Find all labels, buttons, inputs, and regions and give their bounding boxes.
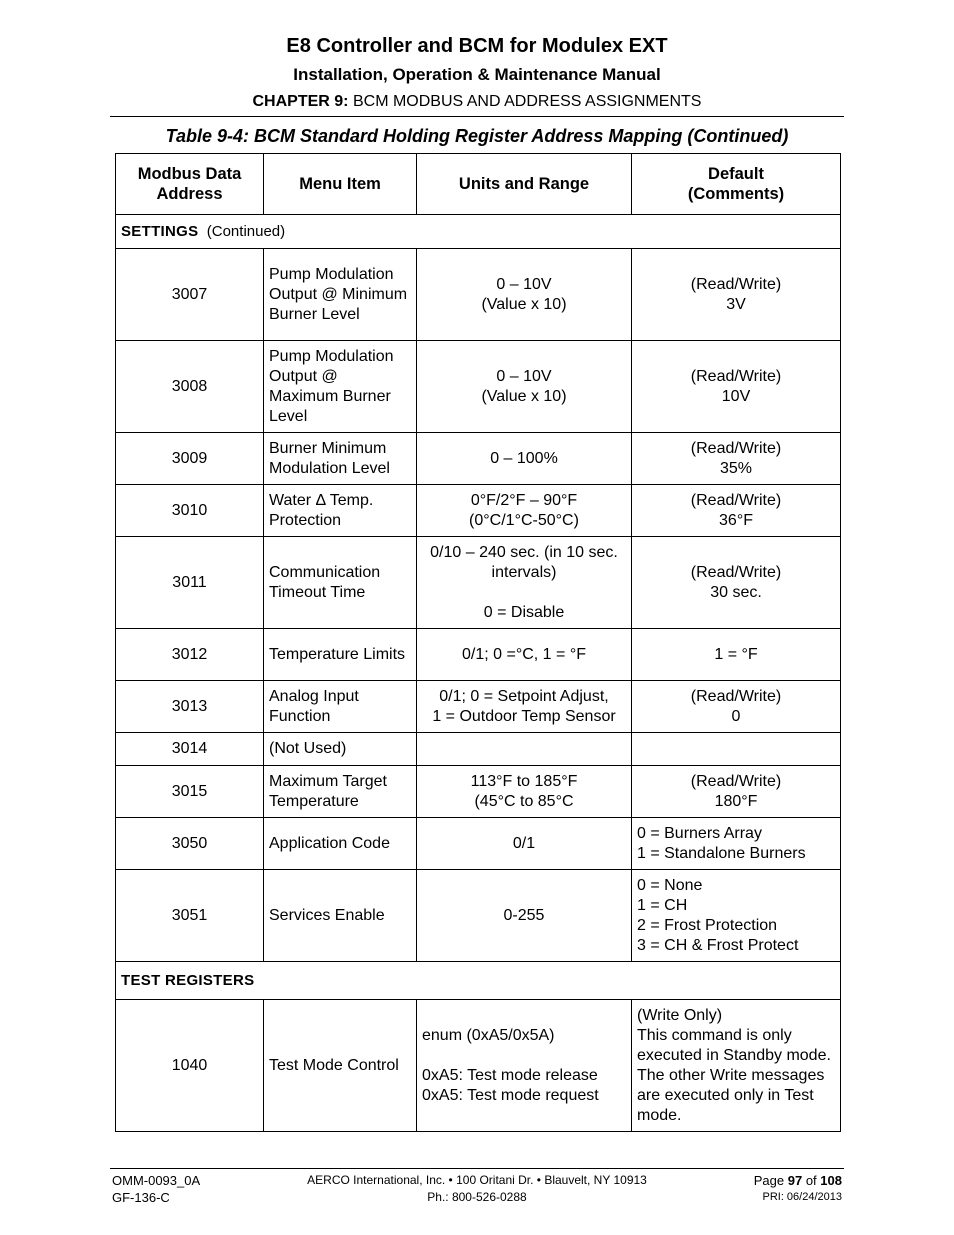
- default-cell: (Read/Write) 180°F: [632, 766, 841, 818]
- units-cell: 0/1; 0 = Setpoint Adjust, 1 = Outdoor Temp Sensor: [417, 681, 632, 733]
- units-cell: 0 – 10V (Value x 10): [417, 341, 632, 433]
- column-header-menu-item: Menu Item: [264, 154, 417, 215]
- chapter-heading: [0, 93, 954, 111]
- section-cell: [116, 215, 841, 249]
- table-row: [116, 870, 841, 962]
- default-cell: [632, 733, 841, 766]
- document-title: E8 Controller and BCM for Modulex EXT: [286, 35, 668, 57]
- table-row: [116, 433, 841, 485]
- table-row: [116, 1000, 841, 1132]
- menu-item-cell: Test Mode Control: [264, 1000, 417, 1132]
- units-cell: 0°F/2°F – 90°F (0°C/1°C-50°C): [417, 485, 632, 537]
- default-cell: (Read/Write) 35%: [632, 433, 841, 485]
- address-cell: 3007: [116, 249, 264, 341]
- address-cell: 3050: [116, 818, 264, 870]
- menu-item-cell: Pump Modulation Output @ Maximum Burner Level: [264, 341, 417, 433]
- units-cell: enum (0xA5/0x5A) 0xA5: Test mode release 0xA5: Test mode request: [417, 1000, 632, 1132]
- menu-item-cell: (Not Used): [264, 733, 417, 766]
- menu-item-cell: Pump Modulation Output @ Minimum Burner Level: [264, 249, 417, 341]
- default-cell: (Read/Write) 10V: [632, 341, 841, 433]
- default-cell: (Read/Write) 3V: [632, 249, 841, 341]
- section-cell: [116, 962, 841, 1000]
- table-row: [116, 681, 841, 733]
- table-row: [116, 537, 841, 629]
- menu-item-cell: Communication Timeout Time: [264, 537, 417, 629]
- table-row: [116, 629, 841, 681]
- doc-number: OMM-0093_0A: [112, 1173, 201, 1188]
- address-cell: 1040: [116, 1000, 264, 1132]
- table-row: [116, 733, 841, 766]
- units-cell: 113°F to 185°F (45°C to 85°C: [417, 766, 632, 818]
- page-total: 108: [820, 1173, 842, 1188]
- table-row: [116, 818, 841, 870]
- default-cell: 0 = None 1 = CH 2 = Frost Protection 3 = CH & Frost Protect: [632, 870, 841, 962]
- units-cell: 0 – 100%: [417, 433, 632, 485]
- address-cell: 3010: [116, 485, 264, 537]
- address-cell: 3011: [116, 537, 264, 629]
- default-cell: (Read/Write) 30 sec.: [632, 537, 841, 629]
- register-table: [115, 153, 841, 1132]
- units-cell: 0 – 10V (Value x 10): [417, 249, 632, 341]
- menu-item-cell: Maximum Target Temperature: [264, 766, 417, 818]
- form-number: GF-136-C: [112, 1190, 170, 1205]
- table-row: [116, 485, 841, 537]
- section-note: (Continued): [206, 222, 286, 240]
- menu-item-cell: Services Enable: [264, 870, 417, 962]
- table-row: [116, 766, 841, 818]
- footer-divider: [110, 1168, 844, 1169]
- units-cell: 0/1; 0 =°C, 1 = °F: [417, 629, 632, 681]
- header-divider: [110, 116, 844, 117]
- section-row: [116, 215, 841, 249]
- menu-item-cell: Water Δ Temp. Protection: [264, 485, 417, 537]
- column-header-address: Modbus Data Address: [116, 154, 264, 215]
- chapter-name: BCM MODBUS AND ADDRESS ASSIGNMENTS: [352, 93, 702, 110]
- page-label: Page: [753, 1173, 785, 1188]
- units-cell: 0/1: [417, 818, 632, 870]
- company-phone: Ph.: 800-526-0288: [427, 1190, 527, 1204]
- units-cell: 0-255: [417, 870, 632, 962]
- section-label: TEST REGISTERS: [121, 971, 255, 989]
- table-row: [116, 249, 841, 341]
- units-cell: 0/10 – 240 sec. (in 10 sec. intervals) 0 = Disable: [417, 537, 632, 629]
- column-header-default: Default (Comments): [632, 154, 841, 215]
- company-address: AERCO International, Inc. • 100 Oritani Dr. • Blauvelt, NY 10913: [307, 1173, 647, 1187]
- section-label: SETTINGS: [121, 222, 199, 240]
- default-cell: (Read/Write) 0: [632, 681, 841, 733]
- menu-item-cell: Temperature Limits: [264, 629, 417, 681]
- section-row: [116, 962, 841, 1000]
- page-of: of: [805, 1173, 817, 1188]
- page-number: 97: [787, 1173, 803, 1188]
- menu-item-cell: Application Code: [264, 818, 417, 870]
- address-cell: 3014: [116, 733, 264, 766]
- default-cell: 0 = Burners Array 1 = Standalone Burners: [632, 818, 841, 870]
- table-body: [116, 215, 841, 1132]
- address-cell: 3012: [116, 629, 264, 681]
- address-cell: 3051: [116, 870, 264, 962]
- table-caption: Table 9-4: BCM Standard Holding Register Address Mapping (Continued): [165, 126, 789, 146]
- footer-right: [754, 1172, 842, 1206]
- default-cell: 1 = °F: [632, 629, 841, 681]
- pri-date: PRI: 06/24/2013: [762, 1191, 842, 1203]
- chapter-prefix: CHAPTER 9:: [252, 93, 349, 110]
- address-cell: 3008: [116, 341, 264, 433]
- address-cell: 3013: [116, 681, 264, 733]
- address-cell: 3009: [116, 433, 264, 485]
- document-subtitle: Installation, Operation & Maintenance Manual: [293, 65, 661, 84]
- default-cell: (Read/Write) 36°F: [632, 485, 841, 537]
- default-cell: (Write Only) This command is only executed in Standby mode. The other Write messages are executed only in Test mode.: [632, 1000, 841, 1132]
- table-row: [116, 341, 841, 433]
- menu-item-cell: Burner Minimum Modulation Level: [264, 433, 417, 485]
- units-cell: [417, 733, 632, 766]
- address-cell: 3015: [116, 766, 264, 818]
- column-header-units: Units and Range: [417, 154, 632, 215]
- table-header-row: [116, 154, 841, 215]
- menu-item-cell: Analog Input Function: [264, 681, 417, 733]
- page-indicator: [754, 1172, 842, 1189]
